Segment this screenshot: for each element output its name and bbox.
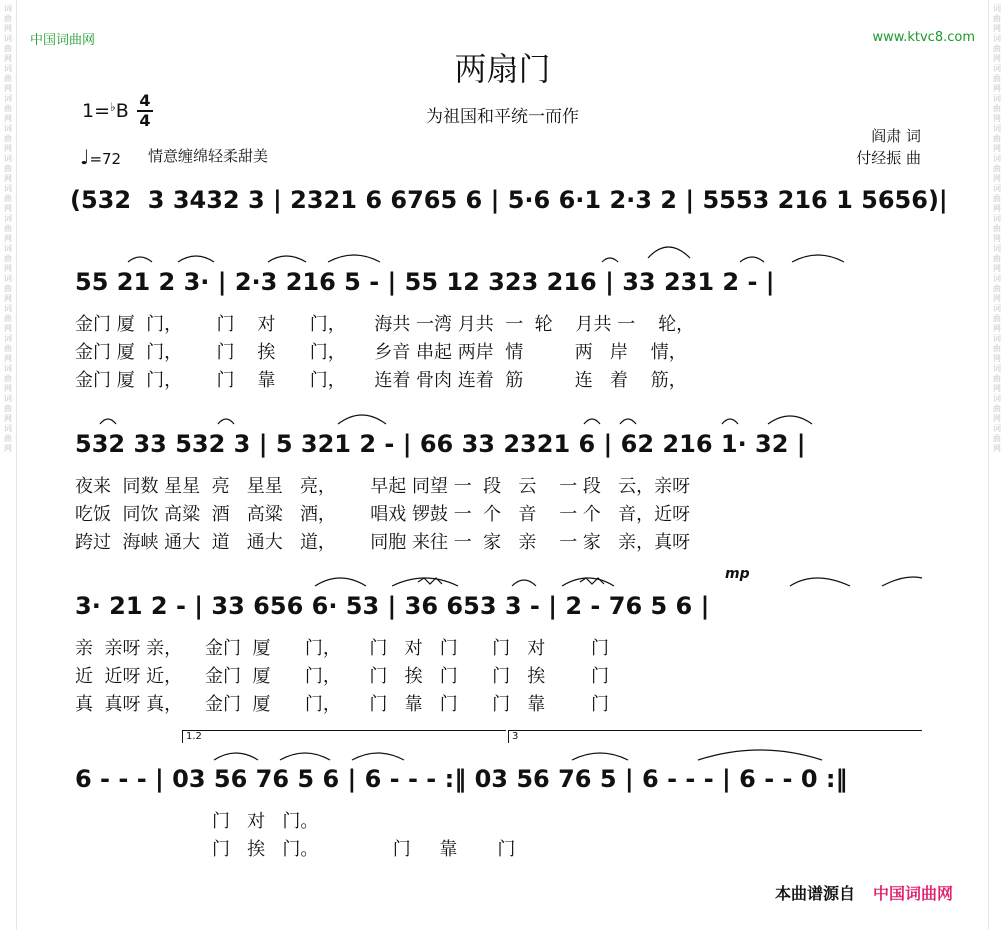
time-bottom: 4 [139,111,151,130]
slur [512,580,536,586]
slur [882,577,922,586]
expression-marking: 情意缠绵轻柔甜美 [148,147,269,165]
time-top: 4 [139,91,151,110]
line1-notes: 55 21 2 3· | 2·3 216 5 - | 55 12 323 216 | 33 231 2 - | [75,268,775,296]
line4-lyrics-v1: 门 对 门。 [212,811,319,832]
tempo-value: =72 [89,150,122,168]
slur [584,419,600,424]
slur [280,753,330,760]
volta-label-3: 3 [512,731,519,742]
line2-lyrics-v1: 夜来 同数 星星 亮 星星 亮， 早起 同望 一 段 云 一 段 云，亲呀 [75,476,691,497]
slur [572,753,628,760]
footer-source-label: 本曲谱源自 [775,884,856,903]
line3-lyrics-v1: 亲 亲呀 亲， 金门 厦 门， 门 对 门 门 对 门 [75,638,610,659]
footer-source [775,881,953,904]
slur [100,419,116,424]
slur [698,750,822,760]
slur [740,257,764,262]
song-title: 两扇门 [454,50,551,88]
slur [338,415,386,424]
volta-label-1-2: 1.2 [186,731,202,742]
song-subtitle: 为祖国和平统一而作 [426,107,579,127]
slur [128,257,152,262]
slur [648,247,690,258]
line1-lyrics-v3: 金门 厦 门， 门 靠 门， 连着 骨肉 连着 筋 连 着 筋， [75,370,687,391]
line3-lyrics-v3: 真 真呀 真， 金门 厦 门， 门 靠 门 门 靠 门 [75,694,610,715]
line3-lyrics-v2: 近 近呀 近， 金门 厦 门， 门 挨 门 门 挨 门 [75,666,610,687]
line2-notes: 532 33 532 3 | 5 321 2 - | 66 33 2321 6 | 62 216 1· 32 | [75,430,806,458]
line4-lyrics-v2: 门 挨 门。 门 靠 门 [212,839,516,860]
composer-credit: 付经振 曲 [856,149,921,167]
watermark-right: 词曲网词曲网词曲网词曲网词曲网词曲网词曲网词曲网词曲网词曲网词曲网词曲网词曲网词曲网词曲网 [988,0,1005,930]
key-note: B [115,100,129,122]
site-url-right[interactable]: www.ktvc8.com [872,30,975,45]
line1-lyrics-v2: 金门 厦 门， 门 挨 门， 乡音 串起 两岸 情 两 岸 情， [75,342,687,363]
slur [328,255,380,262]
slur [722,419,738,424]
line4-notes: 6 - - - | 03 56 76 5 6 | 6 - - - :‖ 03 56 76 5 | 6 - - - | 6 - - 0 :‖ [75,765,848,793]
line3-notes: 3· 21 2 - | 33 656 6· 53 | 36 653 3 - | 2 - 76 5 6 | [75,592,710,620]
line2-lyrics-v3: 跨过 海峡 通大 道 通大 道， 同胞 来往 一 家 亲 一 家 亲，真呀 [75,532,691,553]
line2-lyrics-v2: 吃饭 同饮 高粱 酒 高粱 酒， 唱戏 锣鼓 一 个 音 一 个 音，近呀 [75,504,691,525]
site-name-left[interactable]: 中国词曲网 [30,33,96,48]
slur [792,255,844,262]
ornament-mordent-icon [580,578,604,584]
watermark-left: 词曲网词曲网词曲网词曲网词曲网词曲网词曲网词曲网词曲网词曲网词曲网词曲网词曲网词曲网词曲网 [0,0,17,930]
slur [315,578,366,586]
slur [268,256,306,262]
slur [620,419,636,424]
line1-lyrics-v1: 金门 厦 门， 门 对 门， 海共 一湾 月共 一 轮 月共 一 轮， [75,314,695,335]
dynamic-marking: mp [725,566,750,582]
slur [214,753,258,760]
slur [218,419,234,424]
slur [790,578,850,586]
slur [602,258,618,262]
lyricist-credit: 阎肃 词 [871,127,921,145]
intro-notes: (532 3 3432 3 | 2321 6 6765 6 | 5·6 6·1 2·3 2 | 5553 216 1 5656)| [70,186,948,214]
key-prefix: 1= [82,100,111,122]
footer-source-brand[interactable]: 中国词曲网 [873,884,954,903]
flat-sign: ♭ [110,100,116,114]
slur [768,416,812,424]
slur [178,256,214,262]
quarter-note-icon: ♩ [80,145,90,169]
slur [352,753,404,760]
